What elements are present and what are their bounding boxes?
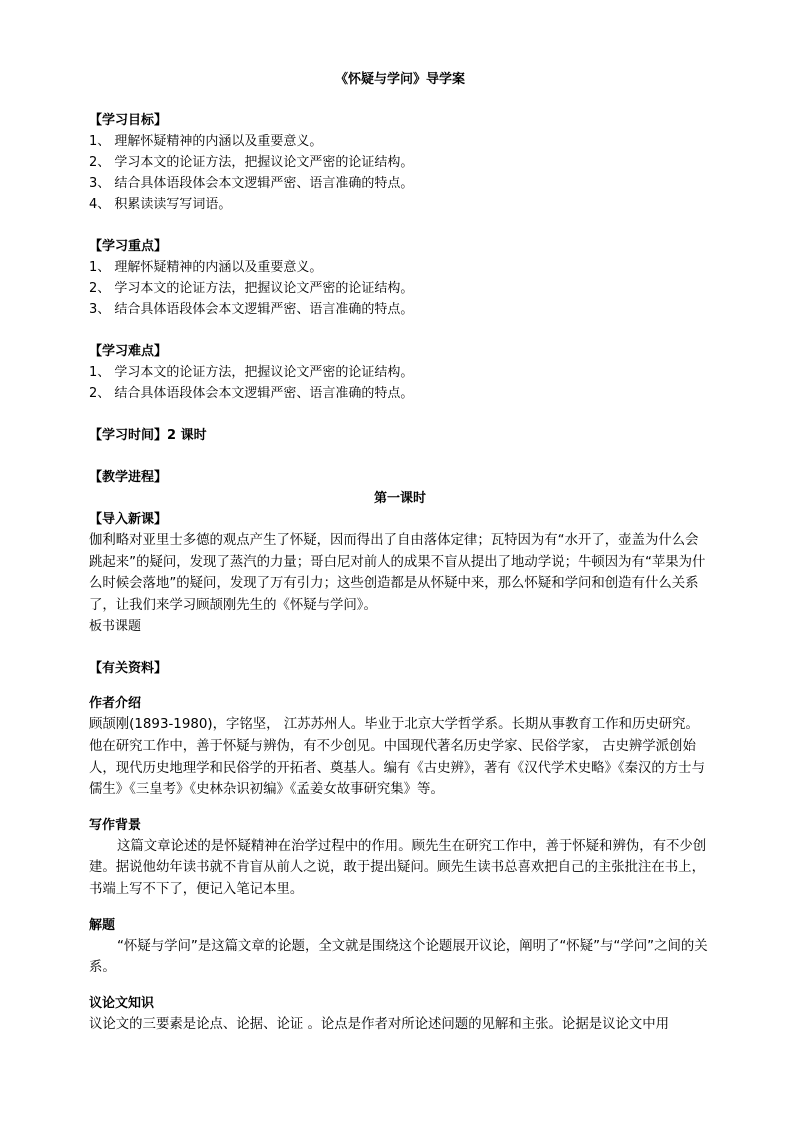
intro-heading: 【导入新课】 bbox=[89, 512, 168, 527]
background-heading: 写作背景 bbox=[89, 817, 142, 833]
background-paragraph: 这篇文章论述的是怀疑精神在治学过程中的作用。顾先生在研究工作中，善于怀疑和辨伪，有不少创建。据说他幼年读书就不肯盲从前人之说，敢于提出疑问。顾先生读书总喜欢把自己的主张批注在书上，书端上写不下了，便记入笔记本里。 bbox=[89, 838, 707, 897]
intro-section bbox=[89, 509, 711, 637]
key-points-heading: 【学习重点】 bbox=[89, 239, 168, 254]
difficulty-item: 1、 学习本文的论证方法，把握议论文严密的论证结构。 bbox=[89, 365, 414, 380]
materials-heading: 【有关资料】 bbox=[89, 661, 168, 677]
lesson-heading: 第一课时 bbox=[373, 491, 426, 506]
author-heading: 作者介绍 bbox=[89, 696, 142, 712]
author-section bbox=[89, 693, 711, 800]
knowledge-paragraph: 议论文的三要素是论点、论据、论证 。论点是作者对所论述问题的见解和主张。论据是议论文中用 bbox=[89, 1016, 670, 1032]
explanation-paragraph: “怀疑与学问”是这篇文章的论题，全文就是围绕这个论题展开议论，阐明了“怀疑”与“学问”之间的关系。 bbox=[89, 938, 708, 976]
difficulties-section bbox=[89, 341, 711, 404]
difficulty-item: 2、 结合具体语段体会本文逻辑严密、语言准确的特点。 bbox=[89, 386, 414, 401]
objectives-section bbox=[89, 110, 711, 215]
intro-paragraph: 伽利略对亚里士多德的观点产生了怀疑，因而得出了自由落体定律；瓦特因为有“水开了，壶盖为什么会跳起来”的疑问，发现了蒸汽的力量；哥白尼对前人的成果不盲从提出了地动学说；牛顿因为有“苹果为什么时候会落地”的疑问，发现了万有引力；这些创造都是从怀疑中来，那么怀疑和学问和创造有什么关系了，让我们来学习顾颉刚先生的《怀疑与学问》。 bbox=[89, 533, 706, 613]
objective-item: 2、 学习本文的论证方法，把握议论文严密的论证结构。 bbox=[89, 155, 414, 170]
explanation-section bbox=[89, 915, 711, 979]
key-points-section bbox=[89, 236, 711, 320]
document-page bbox=[89, 70, 711, 1035]
key-point-item: 1、 理解怀疑精神的内涵以及重要意义。 bbox=[89, 260, 323, 275]
document-title: 《怀疑与学问》导学案 bbox=[334, 72, 465, 87]
key-point-item: 2、 学习本文的论证方法，把握议论文严密的论证结构。 bbox=[89, 281, 414, 296]
objective-item: 3、 结合具体语段体会本文逻辑严密、语言准确的特点。 bbox=[89, 176, 414, 191]
author-paragraph: 顾颉刚(1893-1980)，字铭坚， 江苏苏州人。毕业于北京大学哲学系。长期从事教育工作和历史研究。他在研究工作中，善于怀疑与辨伪，有不少创见。中国现代著名历史学家、民俗学家， 古史辨学派创始人，现代历史地理学和民俗学的开拓者、奠基人。编有《古史辨》，著有《汉代学术史略》《秦汉的方士与儒生》《三皇考》《史林杂识初编》《孟姜女故事研究集》等。 bbox=[89, 717, 705, 798]
objective-item: 1、 理解怀疑精神的内涵以及重要意义。 bbox=[89, 134, 323, 149]
objectives-heading: 【学习目标】 bbox=[89, 113, 168, 128]
study-time: 【学习时间】2 课时 bbox=[89, 428, 207, 443]
process-heading: 【教学进程】 bbox=[89, 470, 168, 485]
explanation-heading: 解题 bbox=[89, 917, 116, 933]
knowledge-heading: 议论文知识 bbox=[89, 995, 155, 1011]
board-note: 板书课题 bbox=[89, 619, 142, 635]
key-point-item: 3、 结合具体语段体会本文逻辑严密、语言准确的特点。 bbox=[89, 302, 414, 317]
knowledge-section bbox=[89, 993, 711, 1036]
objective-item: 4、 积累读读写写词语。 bbox=[89, 197, 232, 212]
difficulties-heading: 【学习难点】 bbox=[89, 344, 168, 359]
background-section bbox=[89, 815, 711, 901]
